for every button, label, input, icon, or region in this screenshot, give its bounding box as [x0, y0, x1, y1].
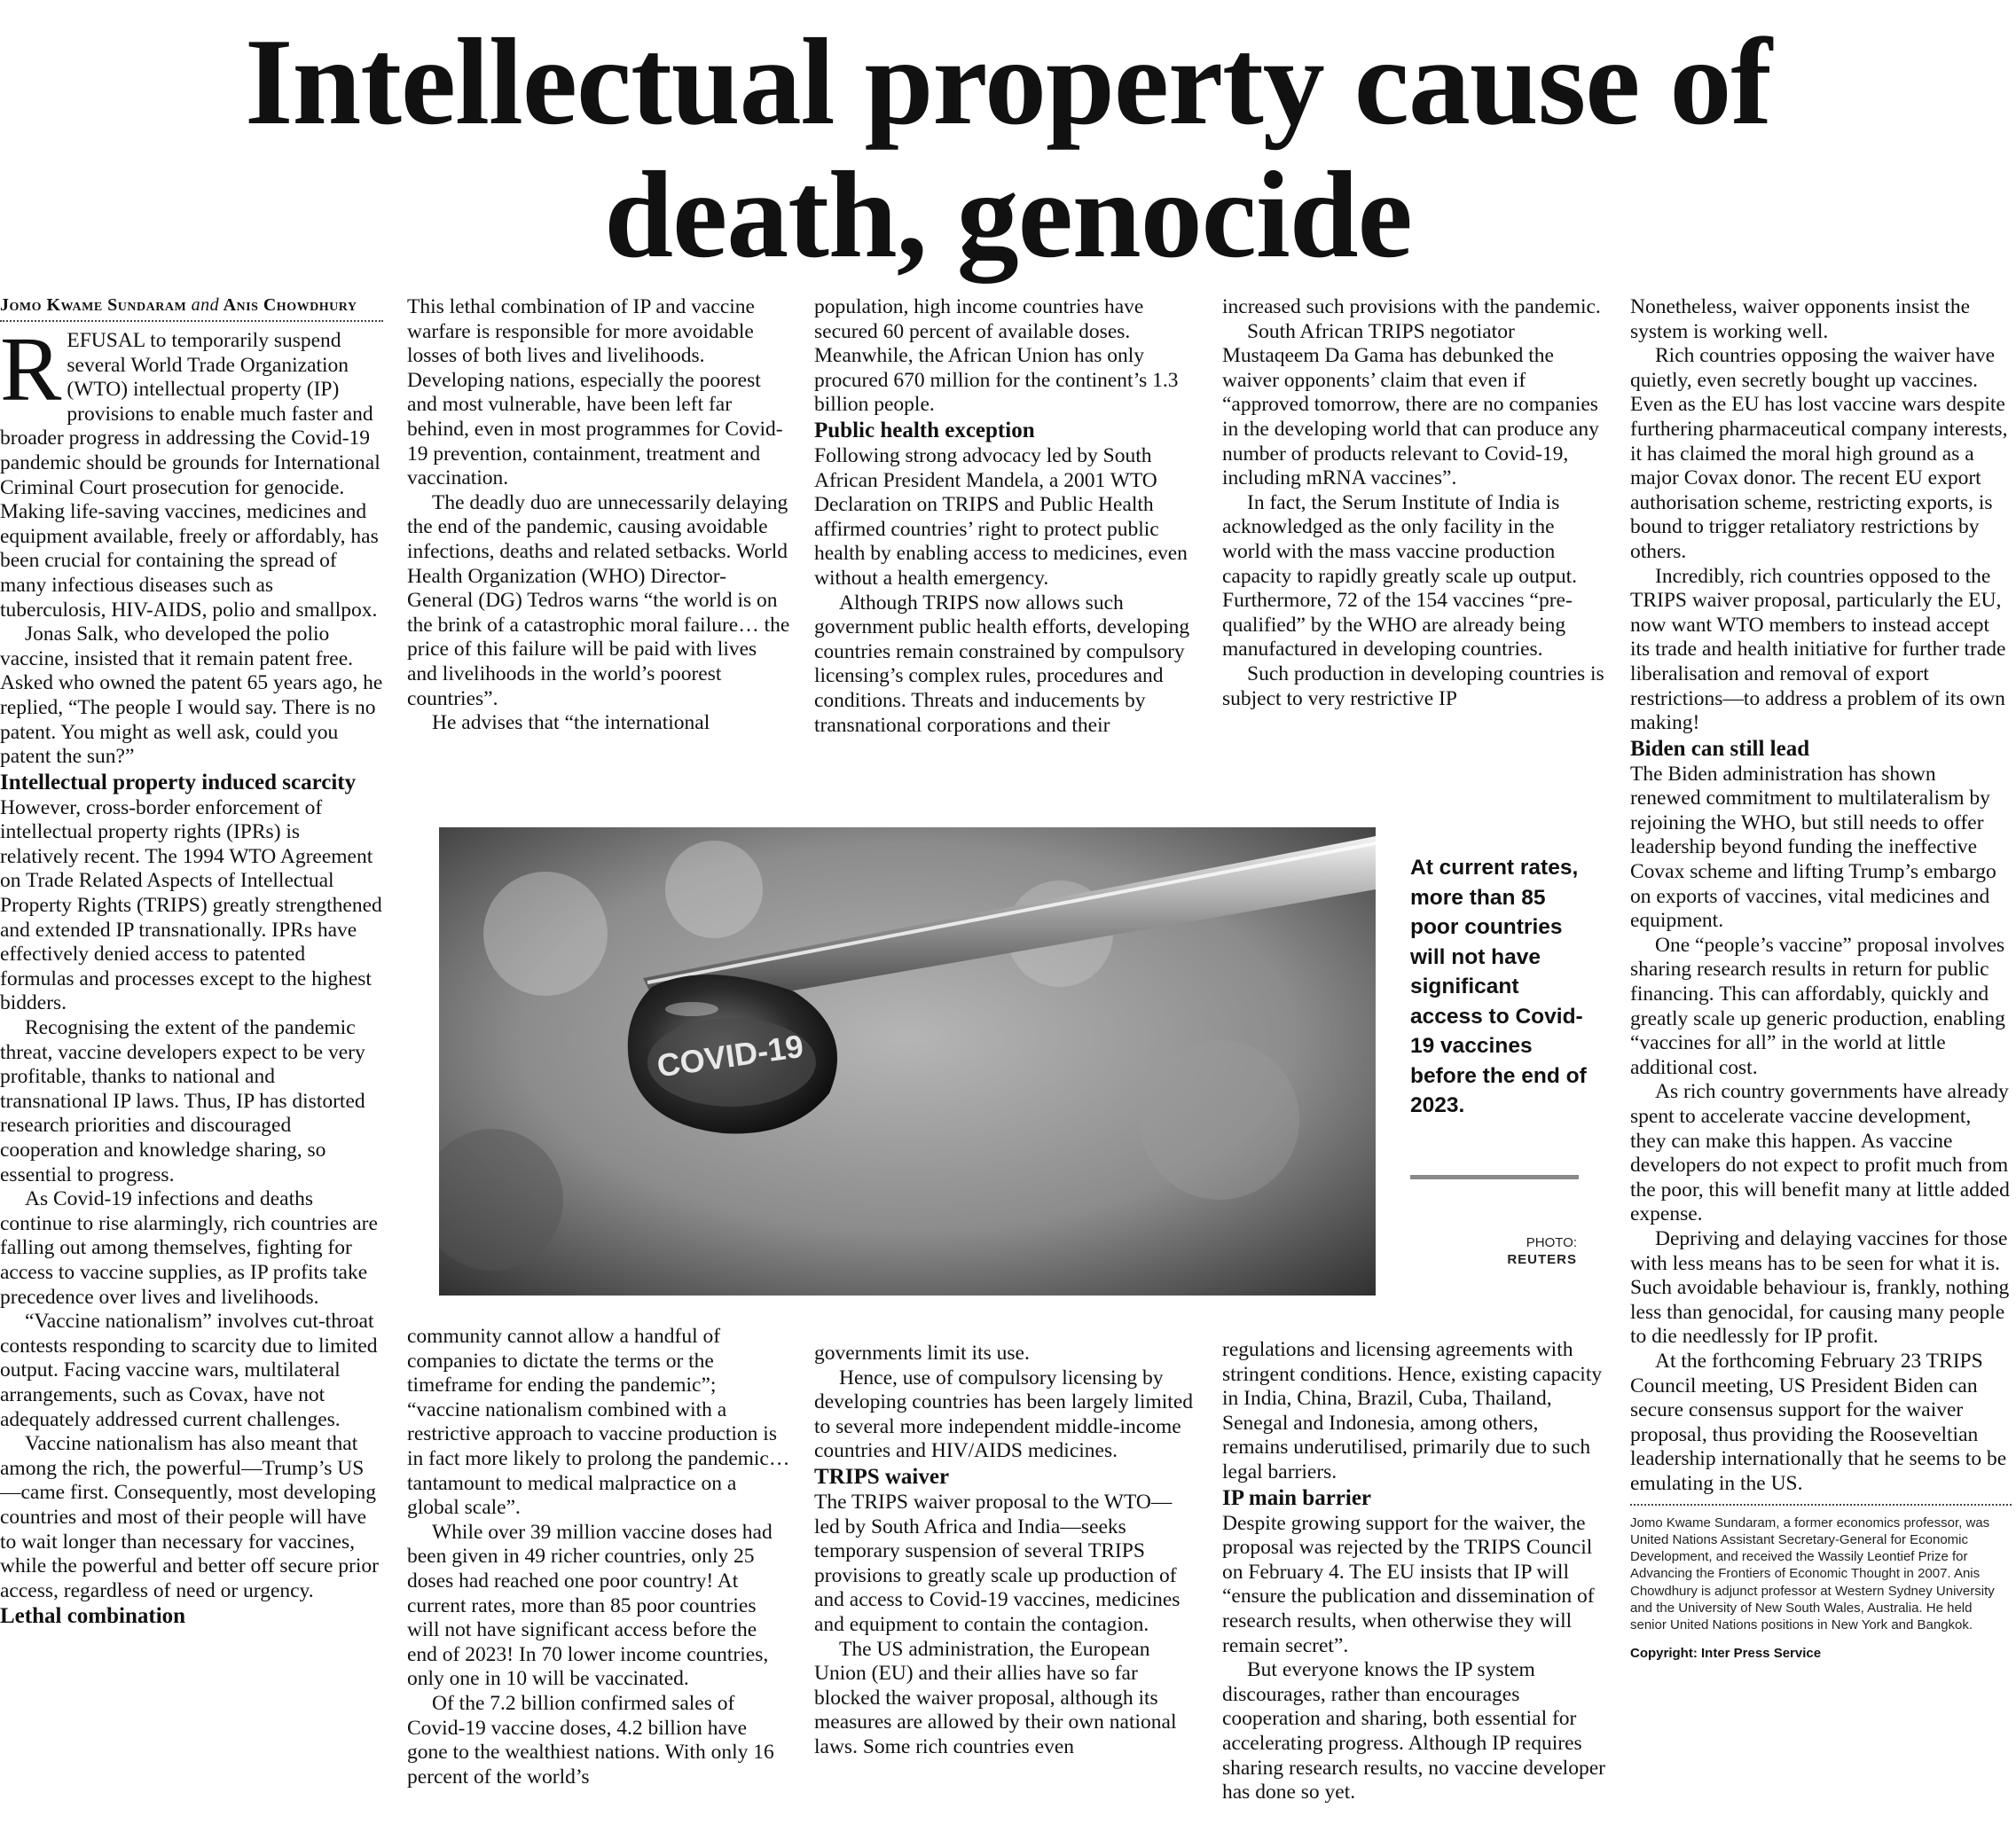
paragraph: Of the 7.2 billion confirmed sales of Covid-19 vaccine doses, 4.2 billion have gone to the wealthiest nations. With only 16 percent of the world’s: [407, 1691, 774, 1789]
paragraph: In fact, the Serum Institute of India is acknowledged as the only facility in the world with the mass vaccine production capacity to rapidly greatly scale up output. Furthermore, 72 of the 154 vaccines “pre-qualified” by the WHO are already being manufactured in developing countries.: [1222, 490, 1578, 661]
headline-line-2: death, genocide: [604, 146, 1412, 284]
paragraph: But everyone knows the IP system discourages, rather than encourages cooperation and sharing, both essential for accelerating progress. Although IP requires sharing research results, no vaccine developer has done so yet.: [1222, 1658, 1605, 1804]
headline: [0, 13, 2016, 284]
photo-credit: [1419, 1234, 1577, 1268]
paragraph: The Biden administration has shown renewed commitment to multilateralism by rejoining the WHO, but still needs to offer leadership beyond funding the ineffective Covax scheme and lifting Trump’s embargo on exports of vaccines, vital medicines and equipment.: [1630, 762, 1996, 933]
photo-credit-label: PHOTO:: [1526, 1235, 1577, 1250]
paragraph: This lethal combination of IP and vaccine warfare is responsible for more avoidable losses of both lives and livelihoods. Developing nations, especially the poorest and most vulnerable, have been left far behind, even in most programmes for Covid-19 prevention, containment, treatment and vaccination.: [407, 295, 783, 490]
subheading: Lethal combination: [0, 1604, 186, 1629]
paragraph: South African TRIPS negotiator Mustaqeem Da Gama has debunked the waiver opponents’ claim that even if “approved tomorrow, there are no companies in the developing world that can produce any number of products relevant to Covid-19, including mRNA vaccines”.: [1222, 319, 1599, 490]
subheading: Intellectual property induced scarcity: [0, 770, 357, 795]
byline-author-1: Jomo Kwame Sundaram: [0, 295, 187, 315]
paragraph: Such production in developing countries is subject to very restrictive IP: [1222, 661, 1604, 710]
paragraph: The deadly duo are unnecessarily delaying the end of the pandemic, causing avoidable infections, deaths and related setbacks. World Health Organization (WHO) Director-General (DG) Tedros warns “the world is on the brink of a catastrophic moral failure… the price of this failure will be paid with lives and livelihoods in the world’s poorest countries”.: [407, 490, 790, 710]
column-4-top: [1222, 295, 1605, 711]
byline-author-2: Anis Chowdhury: [223, 295, 357, 315]
paragraph: Recognising the extent of the pandemic threat, vaccine developers expect to be very profitable, thanks to national and transnational IP laws. Thus, IP has distorted research priorities and discouraged cooperation and knowledge sharing, so essential to progress.: [0, 1016, 365, 1186]
paragraph: Although TRIPS now allows such government public health efforts, developing countries remain constrained by compulsory licensing’s complex rules, procedures and conditions. Threats and inducements by transnational corporations and their: [814, 591, 1190, 737]
paragraph: Rich countries opposing the waiver have quietly, even secretly bought up vaccines. Even as the EU has lost vaccine wars despite furthering pharmaceutical company interests, it has claimed the moral high ground as a major Covax donor. The recent EU export authorisation scheme, restricting exports, is bound to trigger retaliatory restrictions by others.: [1630, 344, 2008, 563]
pull-quote-rule: [1410, 1175, 1579, 1179]
pull-quote: At current rates, more than 85 poor countries will not have significant access to Covid-19 vaccines before the end of 2023.: [1410, 856, 1587, 1117]
paragraph: As Covid-19 infections and deaths continue to rise alarmingly, rich countries are falling out among themselves, fighting for access to vaccine supplies, as IP profits take precedence over lives and livelihoods.: [0, 1187, 378, 1309]
paragraph: increased such provisions with the pandemic.: [1222, 295, 1601, 318]
lead-paragraph: REFUSAL to temporarily suspend several World Trade Organization (WTO) intellectual property (IP) provisions to enable much faster and broader progress in addressing the Covid-19 pandemic should be grounds for International Criminal Court prosecution for genocide. Making life-saving vaccines, medicines and equipment available, freely or affordably, has been crucial for containing the spread of many infectious diseases such as tuberculosis, HIV-AIDS, polio and smallpox.: [0, 318, 380, 622]
headline-line-1: Intellectual property cause of: [244, 13, 1772, 151]
paragraph: governments limit its use.: [814, 1342, 1030, 1365]
paragraph: He advises that “the international: [432, 711, 710, 735]
paragraph: Nonetheless, waiver opponents insist the system is working well.: [1630, 295, 1971, 343]
paragraph: Vaccine nationalism has also meant that among the rich, the powerful—Trump’s US—came first. Consequently, most developing countries and most of their people will have to wait longer than necessary for vaccines, while the powerful and better off secure prior access, regardless of need or urgency.: [0, 1432, 379, 1602]
byline: [0, 295, 383, 315]
paragraph: Depriving and delaying vaccines for those with less means has to be seen for what it is. Such avoidable behaviour is, frankly, nothing less than genocidal, for causing many people to die needlessly for IP profit.: [1630, 1226, 2010, 1349]
paragraph: Incredibly, rich countries opposed to the TRIPS waiver proposal, particularly the EU, now want WTO members to instead accept its trade and health initiative for further trade liberalisation and removal of export restrictions—to address a problem of its own making!: [1630, 564, 2006, 735]
paragraph: population, high income countries have secured 60 percent of available doses. Meanwhile, the African Union has only procured 670 million for the continent’s 1.3 billion people.: [814, 295, 1179, 417]
column-2-top: [407, 295, 790, 736]
paragraph: Despite growing support for the waiver, the proposal was rejected by the TRIPS Council on February 4. The EU insists that IP will “ensure the publication and dissemination of research results, when otherwise they will remain secret”.: [1222, 1511, 1595, 1657]
paragraph: Hence, use of compulsory licensing by developing countries has been largely limited to several more independent middle-income countries and HIV/AIDS medicines.: [814, 1366, 1194, 1463]
paragraph: At the forthcoming February 23 TRIPS Council meeting, US President Biden can secure consensus support for the waiver proposal, thus providing the Rooseveltian leadership internationally that he seems to be emulating in the US.: [1630, 1349, 2007, 1495]
paragraph: regulations and licensing agreements with stringent conditions. Hence, existing capacity in India, China, Brazil, Cuba, Thailand, Senegal and Indonesia, among others, remains underutilised, primarily due to such legal barriers.: [1222, 1338, 1603, 1483]
drop-text: COVID-19: [655, 1027, 806, 1084]
column-2-bottom: [407, 1325, 790, 1789]
author-bio: Jomo Kwame Sundaram, a former economics professor, was United Nations Assistant Secretary-General for Economic Development, and received the Wassily Leontief Prize for Advancing the Frontiers of Economic Thought in 2007. Anis Chowdhury is adjunct professor at Western Sydney University and the University of New South Wales, Australia. He held senior United Nations positions in New York and Bangkok.: [1630, 1515, 1995, 1633]
paragraph: One “people’s vaccine” proposal involves sharing research results in return for public financing. This can affordably, quickly and greatly scale up generic production, enabling “vaccines for all” in the world at little additional cost.: [1630, 933, 2005, 1079]
copyright: Copyright: Inter Press Service: [1630, 1645, 1822, 1661]
column-3-bottom: [814, 1342, 1197, 1760]
byline-and: and: [191, 295, 220, 315]
paragraph: As rich country governments have already spent to accelerate vaccine development, they can make this happen. As vaccine developers do not expect to profit much from the poor, this will benefit many at little added expense.: [1630, 1080, 2010, 1226]
column-4-bottom: [1222, 1338, 1605, 1805]
subheading: Biden can still lead: [1630, 736, 1810, 761]
subheading: Public health exception: [814, 418, 1035, 442]
paragraph: Jonas Salk, who developed the polio vaccine, insisted that it remain patent free. Asked who owned the patent 65 years ago, he replied, “The people I would say. There is no patent. You might as well ask, could you patent the sun?”: [0, 622, 383, 769]
photo-credit-source: REUTERS: [1507, 1252, 1577, 1267]
paragraph: The US administration, the European Union (EU) and their allies have so far blocked the waiver proposal, although its measures are allowed by their own national laws. Some rich countries even: [814, 1637, 1177, 1758]
subheading: IP main barrier: [1222, 1485, 1372, 1510]
paragraph: community cannot allow a handful of companies to dictate the terms or the timeframe for ending the pandemic”; “vaccine nationalism combined with a restrictive approach to vaccine production is in fact more likely to prolong the pandemic…tantamount to medical malpractice on a global scale”.: [407, 1325, 790, 1520]
paragraph: “Vaccine nationalism” involves cut-throat contests responding to scarcity due to limited output. Facing vaccine wars, multilateral arrangements, such as Covax, have not adequately addressed current challenges.: [0, 1310, 378, 1431]
drop-cap: R: [0, 318, 62, 420]
paragraph: However, cross-border enforcement of intellectual property rights (IPRs) is relatively recent. The 1994 WTO Agreement on Trade Related Aspects of Intellectual Property Rights (TRIPS) greatly strengthened and extended IP transnationally. IPRs have effectively denied access to patented formulas and processes except to the highest bidders.: [0, 795, 382, 1015]
paragraph: The TRIPS waiver proposal to the WTO—led by South Africa and India—seeks temporary suspension of several TRIPS provisions to greatly scale up production of and access to Covid-19 vaccines, medicines and equipment to contain the contagion.: [814, 1490, 1181, 1636]
paragraph: While over 39 million vaccine doses had been given in 49 richer countries, only 25 doses had reached one poor country! At current rates, more than 85 poor countries will not have significant access before the end of 2023! In 70 lower income countries, only one in 10 will be vaccinated.: [407, 1520, 773, 1691]
column-1: [0, 295, 383, 1630]
column-3-top: [814, 295, 1197, 738]
subheading: TRIPS waiver: [814, 1464, 950, 1489]
vaccine-drop-image: [439, 827, 1376, 1296]
column-5: [1630, 295, 2012, 1665]
paragraph: Following strong advocacy led by South African President Mandela, a 2001 WTO Declaration on TRIPS and Public Health affirmed countries’ right to protect public health by enabling access to medicines, even without a health emergency.: [814, 443, 1188, 590]
photo: [439, 827, 1376, 1296]
bio-rule: [1630, 1504, 2012, 1506]
